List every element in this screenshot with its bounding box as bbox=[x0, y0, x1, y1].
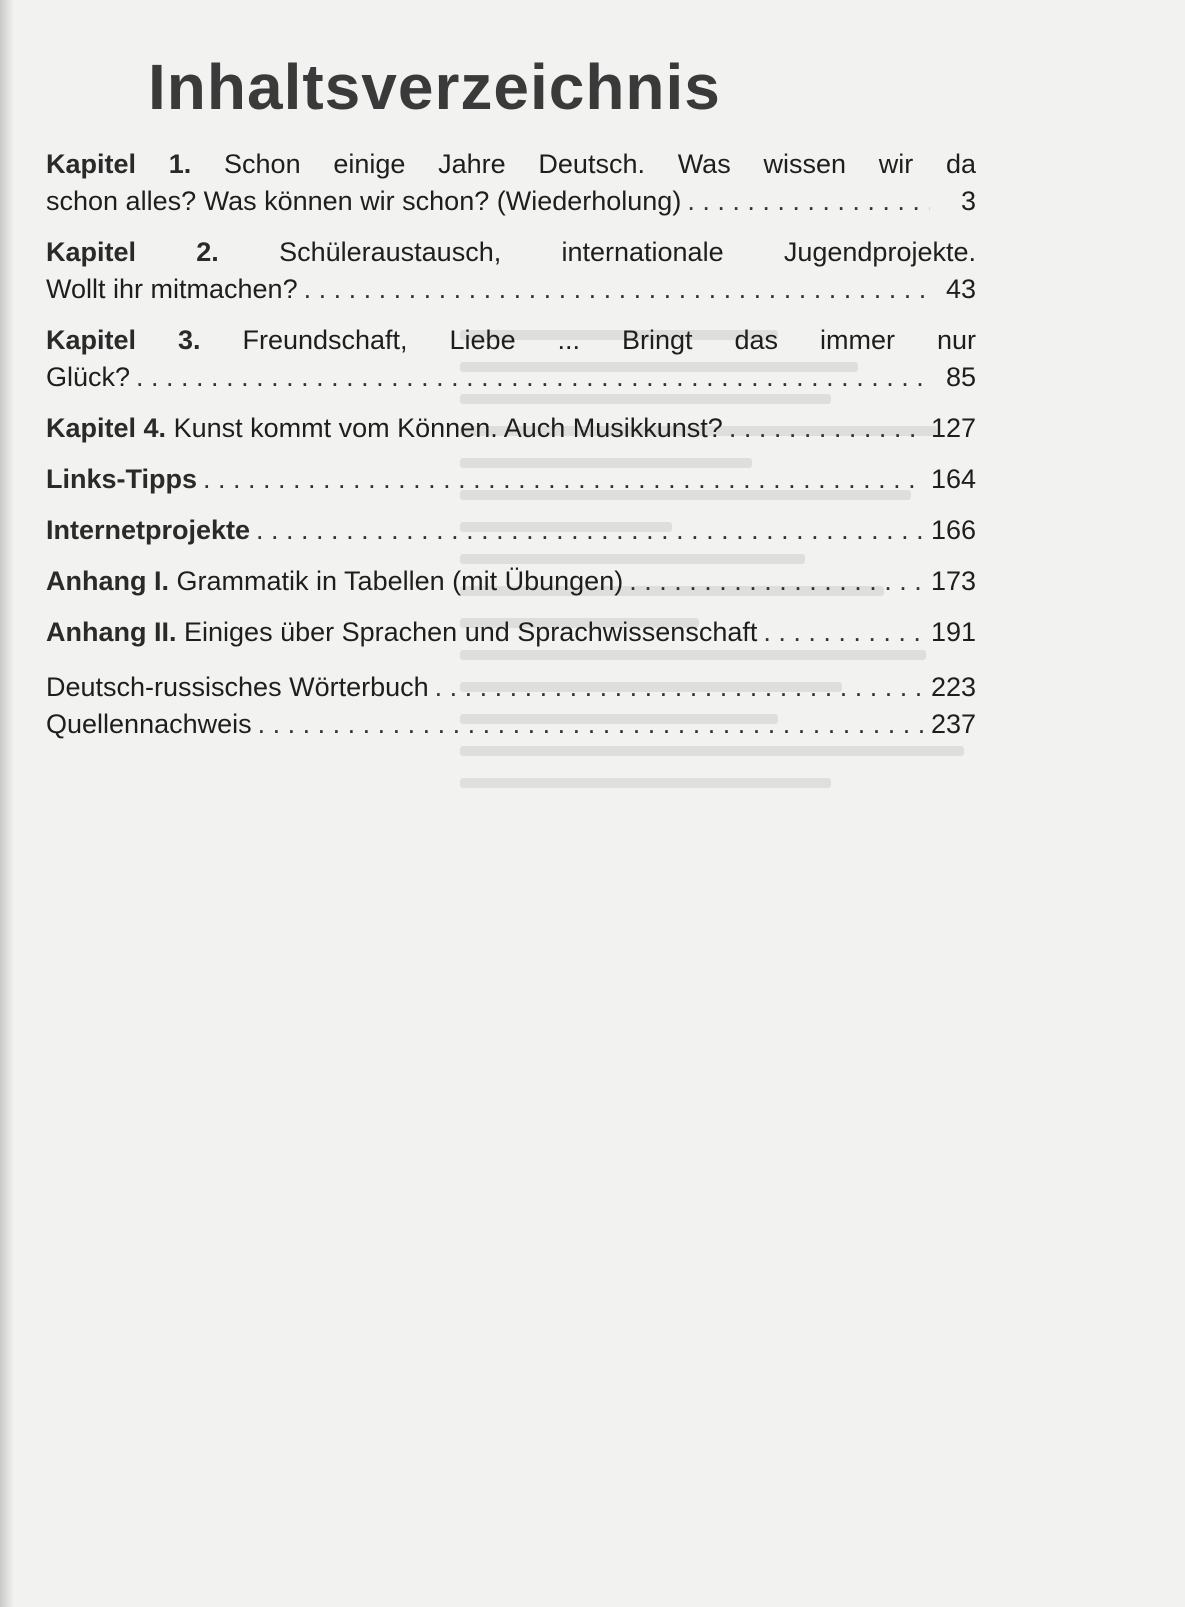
toc-entry-text: Grammatik in Tabellen (mit Übungen) bbox=[176, 566, 624, 596]
toc-entry-text: Freundschaft, Liebe ... Bringt das immer nur bbox=[242, 325, 976, 355]
toc-entry-leader-line bbox=[46, 706, 976, 743]
page-number: 85 bbox=[945, 362, 976, 392]
toc-entry-leader-line bbox=[46, 359, 976, 396]
page-number: 237 bbox=[930, 709, 976, 739]
dot-leader bbox=[304, 271, 930, 308]
dot-leader bbox=[435, 669, 925, 706]
page-number: 173 bbox=[930, 566, 976, 596]
toc-entry-text-wrap bbox=[46, 410, 723, 447]
toc-entry-text: Schon einige Jahre Deutsch. Was wissen wir da bbox=[224, 149, 976, 179]
toc-entry-first-line bbox=[46, 322, 976, 359]
dot-leader bbox=[729, 410, 925, 447]
toc-entry-first-line bbox=[46, 234, 976, 271]
toc-entry-text-wrap bbox=[46, 563, 623, 600]
toc-entry-leader-line bbox=[46, 669, 976, 706]
page-number: 3 bbox=[960, 186, 976, 216]
page-number: 127 bbox=[930, 413, 976, 443]
toc-entry-label: Anhang I. bbox=[46, 566, 169, 596]
toc-entry-kapitel-2[interactable] bbox=[46, 234, 976, 308]
toc-entry-text: Schüleraustausch, internationale Jugendprojekte. bbox=[279, 237, 976, 267]
toc-entry-leader-line bbox=[46, 461, 976, 498]
toc-entry-text: Einiges über Sprachen und Sprachwissenschaft bbox=[184, 617, 758, 647]
toc-entry-text: Quellennachweis bbox=[46, 709, 252, 739]
page-number: 164 bbox=[930, 464, 976, 494]
page-number: 223 bbox=[930, 672, 976, 702]
toc-entry-leader-line bbox=[46, 271, 976, 308]
toc-entry-label: Links-Tipps bbox=[46, 464, 198, 494]
dot-leader bbox=[203, 461, 925, 498]
toc-entry-anhang-1[interactable] bbox=[46, 563, 976, 600]
toc-entry-links-tipps[interactable] bbox=[46, 461, 976, 498]
dot-leader bbox=[763, 614, 925, 651]
toc-entry-leader-line bbox=[46, 410, 976, 447]
toc-entry-first-line bbox=[46, 146, 976, 183]
dot-leader bbox=[256, 512, 925, 549]
page-edge-shadow bbox=[0, 0, 14, 1607]
toc-entry-quellennachweis[interactable] bbox=[46, 706, 976, 743]
dot-leader bbox=[629, 563, 925, 600]
toc-entry-text-wrap bbox=[46, 461, 197, 498]
toc-entry-leader-line bbox=[46, 512, 976, 549]
toc-entry-label: Kapitel 2. bbox=[46, 237, 219, 267]
toc-entry-kapitel-4[interactable] bbox=[46, 410, 976, 447]
toc-entry-text-continued: Glück? bbox=[46, 362, 131, 392]
toc-entry-text-wrap bbox=[46, 512, 250, 549]
toc-entry-anhang-2[interactable] bbox=[46, 614, 976, 651]
toc-entry-internetprojekte[interactable] bbox=[46, 512, 976, 549]
toc-entry-label: Anhang II. bbox=[46, 617, 177, 647]
toc-entry-text-continued: schon alles? Was können wir schon? (Wiederholung) bbox=[46, 186, 682, 216]
table-of-contents bbox=[46, 146, 976, 743]
page-number: 166 bbox=[930, 515, 976, 545]
toc-entry-leader-line bbox=[46, 563, 976, 600]
toc-entry-text-wrap bbox=[46, 614, 757, 651]
toc-entry-kapitel-1[interactable] bbox=[46, 146, 976, 220]
toc-entry-kapitel-3[interactable] bbox=[46, 322, 976, 396]
page-title: Inhaltsverzeichnis bbox=[148, 51, 721, 123]
dot-leader bbox=[687, 183, 930, 220]
toc-entry-text: Deutsch-russisches Wörterbuch bbox=[46, 672, 429, 702]
toc-entry-text: Kunst kommt vom Können. Auch Musikkunst? bbox=[173, 413, 723, 443]
toc-entry-leader-line bbox=[46, 183, 976, 220]
dot-leader bbox=[258, 706, 925, 743]
page-number: 43 bbox=[945, 274, 976, 304]
toc-entry-label: Kapitel 1. bbox=[46, 149, 192, 179]
toc-entry-leader-line bbox=[46, 614, 976, 651]
toc-entry-text-continued: Wollt ihr mitmachen? bbox=[46, 274, 298, 304]
toc-entry-label: Kapitel 3. bbox=[46, 325, 201, 355]
page-number: 191 bbox=[930, 617, 976, 647]
toc-entry-label: Internetprojekte bbox=[46, 515, 251, 545]
toc-entry-woerterbuch[interactable] bbox=[46, 669, 976, 706]
dot-leader bbox=[136, 359, 930, 396]
toc-entry-label: Kapitel 4. bbox=[46, 413, 167, 443]
